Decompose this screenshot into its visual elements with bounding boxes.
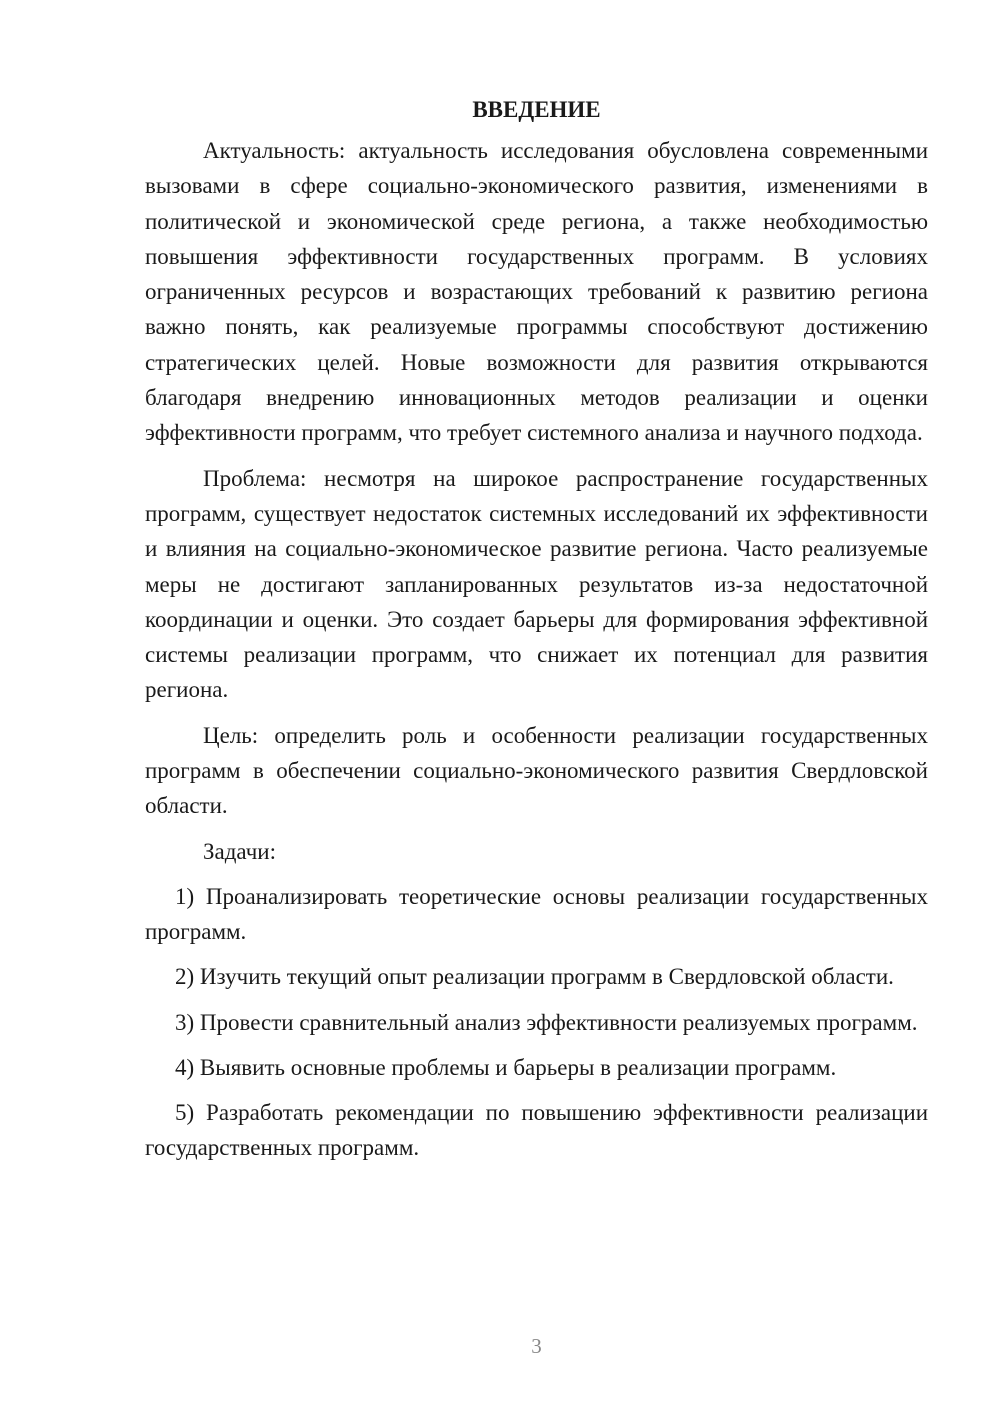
relevance-paragraph: Актуальность: актуальность исследования обусловлена современными вызовами в сфере социально-экономического развития, изменениями в политической и экономической среде региона, а также необходимостью повышения эффективности государственных программ. В условиях ограниченных ресурсов и возрастающих требований к развитию региона важно понять, как реализуемые программы способствуют достижению стратегических целей. Новые возможности для развития открываются благодаря внедрению инновационных методов реализации и оценки эффективности программ, что требует системного анализа и научного подхода. xyxy=(145,138,928,446)
tasks-heading: Задачи: xyxy=(203,838,276,864)
page-number: 3 xyxy=(531,1334,542,1358)
problem-paragraph: Проблема: несмотря на широкое распространение государственных программ, существует недостаток системных исследований их эффективности и влияния на социально-экономическое развитие региона. Часто реализуемые меры не достигают запланированных результатов из-за недостаточной координации и оценки. Это создает барьеры для формирования эффективной системы реализации программ, что снижает их потенциал для развития региона. xyxy=(145,465,928,703)
task-item-4: 4) Выявить основные проблемы и барьеры в реализации программ. xyxy=(175,1054,837,1080)
task-item-5: 5) Разработать рекомендации по повышению эффективности реализации государственных программ. xyxy=(145,1100,928,1161)
document-page xyxy=(145,92,928,1176)
task-item-2: 2) Изучить текущий опыт реализации программ в Свердловской области. xyxy=(175,964,894,990)
task-item-1: 1) Проанализировать теоретические основы реализации государственных программ. xyxy=(145,883,928,944)
section-title: ВВЕДЕНИЕ xyxy=(472,97,601,122)
task-item-3: 3) Провести сравнительный анализ эффективности реализуемых программ. xyxy=(175,1009,918,1035)
goal-paragraph: Цель: определить роль и особенности реализации государственных программ в обеспечении социально-экономического развития Свердловской области. xyxy=(145,722,928,819)
